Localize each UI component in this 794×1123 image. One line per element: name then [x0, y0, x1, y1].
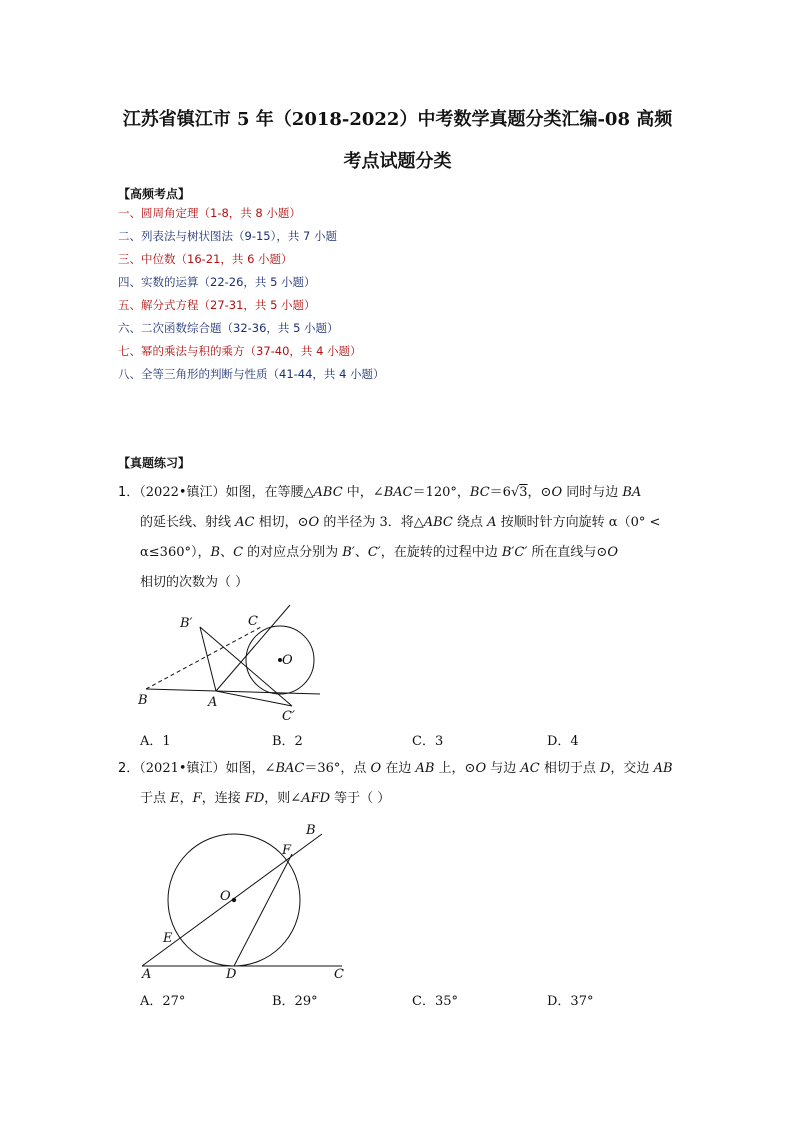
text-run: ，在旋转的过程中边	[380, 545, 502, 560]
text-run: 中，∠	[342, 485, 384, 500]
text-run: ，交边	[610, 761, 654, 776]
text-run: （2021•镇江）如图，∠	[139, 761, 276, 776]
text-run: A	[487, 515, 497, 530]
text-run: BAC	[383, 485, 413, 500]
text-run: 、	[354, 545, 368, 560]
question-1-line-2	[118, 508, 678, 538]
center-point-o	[232, 898, 236, 902]
topic-item[interactable]: 一、圆周角定理（1-8，共 8 小题）	[118, 206, 301, 220]
text-run: ABC	[313, 485, 343, 500]
text-run: ，则∠	[264, 791, 302, 806]
question-1-options	[140, 730, 660, 752]
question-1-line-1	[118, 478, 678, 508]
label-a: A	[142, 967, 152, 982]
label-e: E	[163, 931, 173, 946]
text-run: α≤360°），	[140, 545, 211, 560]
option-d[interactable]: D．4	[547, 734, 579, 749]
text-run: 绕点	[452, 515, 488, 530]
topic-item[interactable]: 八、全等三角形的判断与性质（41-44，共 4 小题）	[118, 367, 385, 381]
label-f: F	[282, 843, 292, 858]
label-b-prime: B′	[180, 616, 193, 631]
topic-item[interactable]: 六、二次函数综合题（32-36，共 5 小题）	[118, 321, 339, 335]
question-number: 2．	[118, 761, 140, 776]
label-b: B	[306, 823, 316, 838]
text-run: E	[170, 791, 180, 806]
text-run: AFD	[301, 791, 331, 806]
label-d: D	[226, 967, 237, 982]
text-run: ＝6	[489, 485, 511, 500]
text-run: 上，⊙	[434, 761, 476, 776]
text-run: AB	[653, 761, 673, 776]
text-run: （2022•镇江）如图，在等腰△	[139, 485, 314, 500]
text-run: 相切于点	[539, 761, 600, 776]
question-2-figure	[130, 818, 360, 983]
text-run: FD	[244, 791, 265, 806]
text-run: ，⊙	[527, 485, 552, 500]
text-run: C	[233, 545, 244, 560]
question-1-text	[118, 478, 678, 598]
label-c: C	[248, 614, 258, 629]
text-run: B′C′	[501, 545, 528, 560]
text-run: 在边	[381, 761, 416, 776]
option-a[interactable]: A．1	[140, 734, 171, 749]
option-d[interactable]: D．37°	[547, 994, 594, 1009]
section-heading-practice: 【真题练习】	[118, 456, 191, 470]
topic-item[interactable]: 三、中位数（16-21，共 6 小题）	[118, 252, 293, 266]
text-run: 相切，⊙	[254, 515, 309, 530]
topic-item[interactable]: 七、幂的乘法与积的乘方（37-40，共 4 小题）	[118, 344, 362, 358]
sqrt-sign: √	[510, 485, 520, 500]
text-run: ＝36°，点	[304, 761, 371, 776]
segment-fd	[234, 854, 292, 966]
section-heading-high-frequency: 【高频考点】	[118, 187, 191, 201]
label-c-prime: C′	[282, 709, 295, 724]
text-run: 、	[220, 545, 234, 560]
text-run: 同时与边	[562, 485, 623, 500]
label-a: A	[208, 695, 218, 710]
question-2-options	[140, 990, 660, 1012]
text-run: O	[551, 485, 563, 500]
question-2-text	[118, 754, 678, 814]
text-run: B	[210, 545, 221, 560]
topic-item[interactable]: 五、解分式方程（27-31，共 5 小题）	[118, 298, 316, 312]
text-run: 等于（ ）	[330, 791, 391, 806]
text-run: O	[308, 515, 320, 530]
document-title-line-2: 考点试题分类	[343, 151, 452, 172]
text-run: B′	[342, 545, 355, 560]
text-run: D	[599, 761, 611, 776]
text-run: BC	[469, 485, 490, 500]
question-2-line-1	[118, 754, 678, 784]
text-run: 的延长线、射线	[140, 515, 236, 530]
text-run: ，	[179, 791, 193, 806]
text-run: 于点	[140, 791, 171, 806]
text-run: 与边	[486, 761, 521, 776]
option-b[interactable]: B．2	[272, 734, 303, 749]
topic-item[interactable]: 四、实数的运算（22-26，共 5 小题）	[118, 275, 316, 289]
option-b[interactable]: B．29°	[272, 994, 318, 1009]
text-run: AB	[415, 761, 435, 776]
question-2-line-2	[118, 784, 678, 814]
option-c[interactable]: C．3	[412, 734, 444, 749]
text-run: 3	[519, 485, 528, 500]
text-run: O	[607, 545, 618, 560]
text-run: O	[475, 761, 487, 776]
option-c[interactable]: C．35°	[412, 994, 458, 1009]
label-c: C	[334, 967, 344, 982]
document-title-line-1: 江苏省镇江市 5 年（2018-2022）中考数学真题分类汇编-08 高频	[122, 109, 673, 130]
question-1-line-4: 相切的次数为（ ）	[140, 575, 249, 590]
question-number: 1．	[118, 485, 140, 500]
text-run: ，连接	[201, 791, 245, 806]
option-a[interactable]: A．27°	[140, 994, 186, 1009]
text-run: 的半径为 3．将△	[319, 515, 424, 530]
text-run: 的对应点分别为	[243, 545, 343, 560]
topic-list	[118, 204, 385, 388]
text-run: ABC	[423, 515, 453, 530]
question-1-figure	[130, 605, 330, 730]
text-run: F	[192, 791, 202, 806]
text-run: 按顺时针方向旋转 α（0° <	[496, 515, 661, 530]
label-o: O	[282, 653, 293, 668]
text-run: O	[370, 761, 382, 776]
text-run: AC	[520, 761, 540, 776]
text-run: AC	[235, 515, 255, 530]
topic-item[interactable]: 二、列表法与树状图法（9-15），共 7 小题	[118, 229, 337, 243]
text-run: 所在直线与⊙	[527, 545, 608, 560]
text-run: BA	[622, 485, 642, 500]
label-o: O	[220, 889, 231, 904]
text-run: BAC	[275, 761, 305, 776]
text-run: ＝120°，	[412, 485, 470, 500]
question-1-line-3	[118, 538, 678, 568]
text-run: C′	[367, 545, 381, 560]
label-b: B	[138, 693, 148, 708]
